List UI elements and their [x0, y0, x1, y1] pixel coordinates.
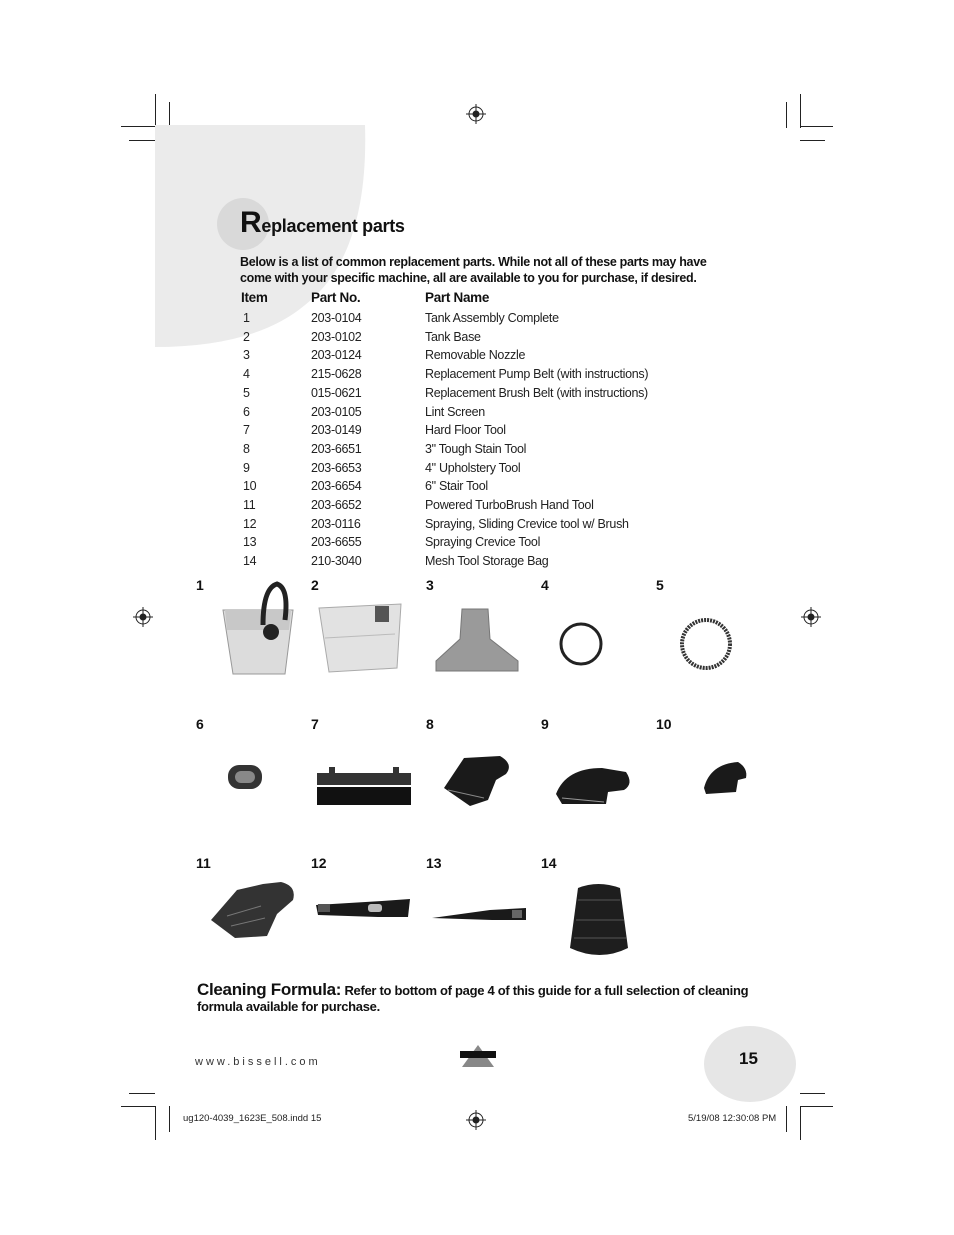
cleaning-formula-note: Cleaning Formula: Refer to bottom of page 4 of this guide for a full selection of cleaning formula available for purchase. — [197, 980, 749, 1014]
part-number: 015-0621 — [311, 385, 362, 400]
crop-mark — [129, 1093, 155, 1094]
item-number: 8 — [243, 441, 250, 456]
registration-mark-icon — [801, 607, 821, 627]
crop-mark — [155, 1106, 156, 1140]
part-number: 210-3040 — [311, 554, 362, 569]
pump-belt-image — [556, 620, 606, 668]
part-number: 203-0124 — [311, 348, 362, 363]
figure-number: 6 — [196, 716, 204, 732]
spraying-crevice-tool-image — [430, 900, 530, 926]
lint-screen-image — [226, 762, 266, 792]
crop-mark — [155, 94, 156, 128]
figure-number: 14 — [541, 855, 557, 871]
crop-mark — [800, 94, 801, 128]
figure-number: 8 — [426, 716, 434, 732]
part-name: Hard Floor Tool — [425, 423, 506, 438]
item-number: 14 — [243, 554, 257, 569]
crop-mark — [800, 140, 825, 141]
crop-mark — [121, 1106, 155, 1107]
crop-mark — [121, 126, 155, 127]
registration-mark-icon — [466, 1110, 486, 1130]
hard-floor-tool-image — [313, 765, 415, 810]
crop-mark — [800, 1093, 825, 1094]
tough-stain-tool-image — [440, 750, 520, 810]
tank-base-image — [315, 598, 407, 678]
item-number: 11 — [243, 498, 256, 512]
part-number: 203-6654 — [311, 479, 362, 494]
part-number: 203-0105 — [311, 404, 362, 419]
figure-number: 12 — [311, 855, 327, 871]
part-name: Spraying, Sliding Crevice tool w/ Brush — [425, 516, 629, 531]
part-number: 203-0116 — [311, 516, 361, 531]
part-number: 215-0628 — [311, 367, 362, 382]
part-name: 3" Tough Stain Tool — [425, 441, 527, 456]
item-number: 3 — [243, 348, 250, 363]
header-part-name: Part Name — [425, 290, 490, 305]
figure-number: 3 — [426, 577, 434, 593]
figure-number: 5 — [656, 577, 664, 593]
page-title: Replacement parts — [240, 206, 405, 239]
part-name: Removable Nozzle — [425, 348, 526, 363]
crop-mark — [800, 1106, 833, 1107]
part-number: 203-0149 — [311, 423, 362, 438]
item-number: 7 — [243, 423, 250, 438]
item-number: 6 — [243, 404, 250, 419]
part-number: 203-0102 — [311, 329, 362, 344]
header-item: Item — [241, 290, 268, 305]
crop-mark — [169, 1106, 170, 1132]
part-name: Powered TurboBrush Hand Tool — [425, 498, 594, 512]
figure-number: 7 — [311, 716, 319, 732]
part-number: 203-6655 — [311, 535, 362, 550]
website-url: www.bissell.com — [195, 1056, 321, 1068]
header-part-no: Part No. — [311, 290, 361, 305]
crop-mark — [800, 1106, 801, 1140]
part-name: Replacement Pump Belt (with instructions) — [425, 367, 649, 382]
part-number: 203-6652 — [311, 498, 362, 512]
figure-number: 1 — [196, 577, 204, 593]
crop-mark — [786, 1106, 787, 1132]
stair-tool-image — [702, 758, 750, 798]
figure-number: 2 — [311, 577, 319, 593]
item-number: 13 — [243, 535, 257, 550]
item-number: 10 — [243, 479, 257, 494]
registration-mark-icon — [466, 104, 486, 124]
bissell-logo — [458, 1043, 498, 1069]
upholstery-tool-image — [552, 760, 636, 810]
part-name: Tank Base — [425, 329, 481, 344]
part-name: 6" Stair Tool — [425, 479, 488, 494]
part-number: 203-6653 — [311, 460, 362, 475]
item-number: 1 — [243, 311, 250, 325]
page-number: 15 — [739, 1049, 758, 1068]
part-name: Spraying Crevice Tool — [425, 535, 541, 550]
figure-number: 9 — [541, 716, 549, 732]
mesh-storage-bag-image — [564, 880, 634, 964]
sliding-crevice-tool-image — [312, 895, 414, 925]
part-name: Replacement Brush Belt (with instructions) — [425, 385, 648, 400]
figure-number: 11 — [196, 855, 211, 871]
figure-number: 4 — [541, 577, 549, 593]
slug-right: 5/19/08 12:30:08 PM — [688, 1113, 777, 1124]
figure-number: 10 — [656, 716, 672, 732]
item-number: 12 — [243, 516, 257, 531]
part-name: Tank Assembly Complete — [425, 311, 559, 325]
part-name: 4" Upholstery Tool — [425, 460, 521, 475]
item-number: 2 — [243, 329, 250, 344]
turbobrush-tool-image — [207, 880, 302, 940]
tank-assembly-image — [215, 580, 305, 680]
item-number: 4 — [243, 367, 250, 382]
item-number: 5 — [243, 385, 250, 400]
brush-belt-image — [678, 616, 734, 672]
slug-left: ug120-4039_1623E_508.indd 15 — [183, 1113, 322, 1124]
removable-nozzle-image — [432, 605, 522, 675]
crop-mark — [786, 102, 787, 128]
crop-mark — [129, 140, 155, 141]
part-number: 203-6651 — [311, 441, 362, 456]
item-number: 9 — [243, 460, 250, 475]
crop-mark — [800, 126, 833, 127]
figure-number: 13 — [426, 855, 442, 871]
registration-mark-icon — [133, 607, 153, 627]
part-number: 203-0104 — [311, 311, 362, 325]
part-name: Lint Screen — [425, 404, 485, 419]
intro-text: Below is a list of common replacement parts. While not all of these parts may have come with your specific machine, all are available to you for purchase, if desired. — [240, 255, 707, 285]
part-name: Mesh Tool Storage Bag — [425, 554, 549, 569]
